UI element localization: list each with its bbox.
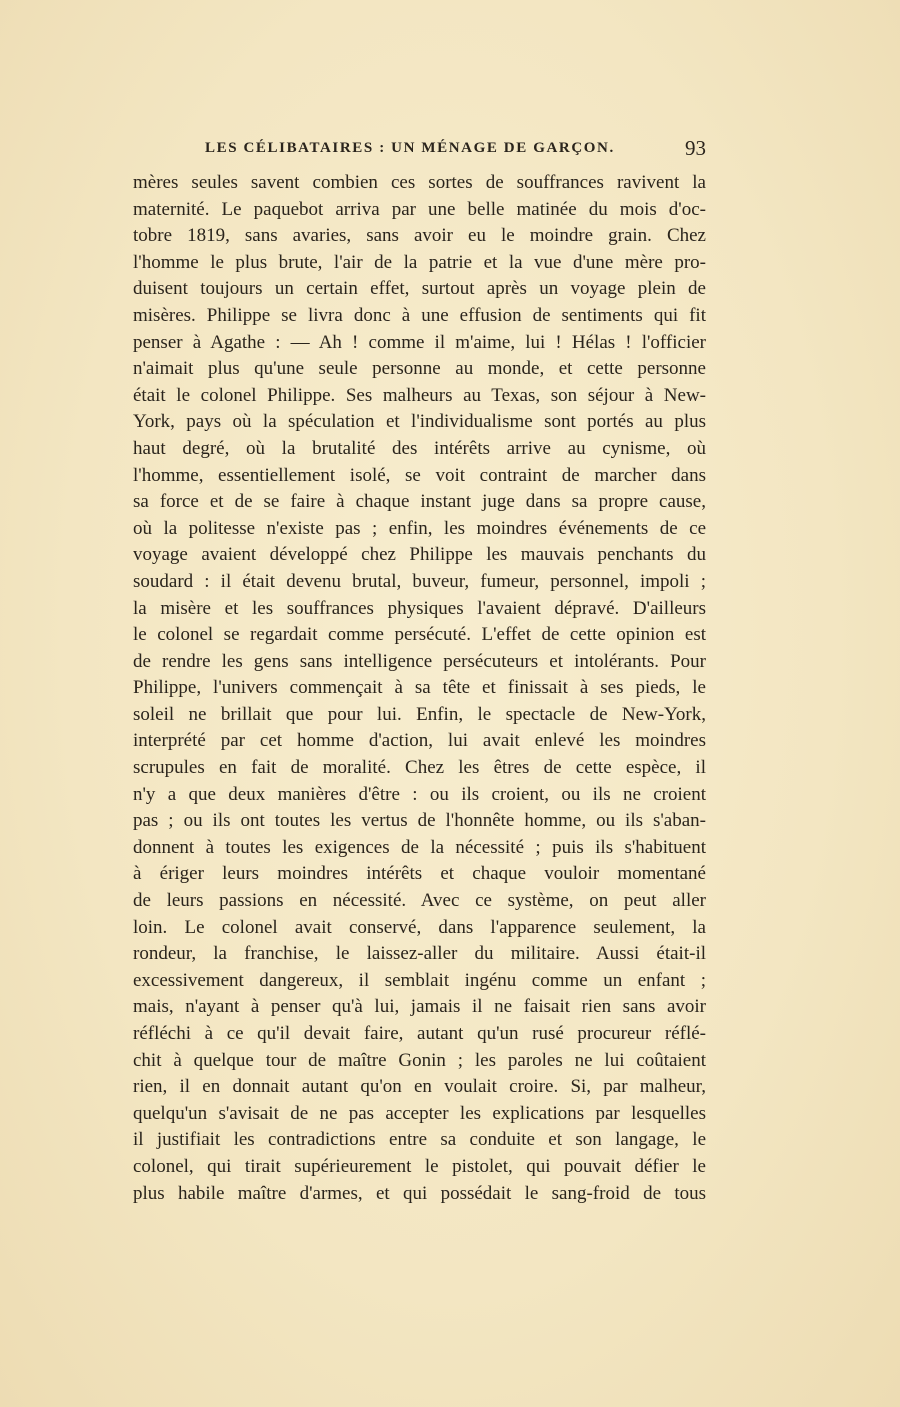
text-line: haut degré, où la brutalité des intérêts arrive au cynisme, où <box>133 437 706 459</box>
text-line: l'homme, essentiellement isolé, se voit contraint de marcher dans <box>133 464 706 486</box>
text-line: n'aimait plus qu'une seule personne au monde, et cette personne <box>133 358 706 380</box>
text-line: rien, il en donnait autant qu'on en voulait croire. Si, par malheur, <box>133 1076 706 1098</box>
text-line: était le colonel Philippe. Ses malheurs au Texas, son séjour à New- <box>133 384 706 406</box>
text-line: colonel, qui tirait supérieurement le pistolet, qui pouvait défier le <box>133 1155 706 1177</box>
text-line: plus habile maître d'armes, et qui possédait le sang-froid de tous <box>133 1182 706 1204</box>
text-line: scrupules en fait de moralité. Chez les êtres de cette espèce, il <box>133 757 706 779</box>
text-line: soleil ne brillait que pour lui. Enfin, le spectacle de New-York, <box>133 703 706 725</box>
text-line: la misère et les souffrances physiques l'avaient dépravé. D'ailleurs <box>133 597 706 619</box>
text-line: réfléchi à ce qu'il devait faire, autant qu'un rusé procureur réflé- <box>133 1023 706 1044</box>
text-line: l'homme le plus brute, l'air de la patrie et la vue d'une mère pro- <box>133 251 706 273</box>
page-number: 93 <box>685 136 706 160</box>
text-line: interprété par cet homme d'action, lui avait enlevé les moindres <box>133 730 706 752</box>
running-title: LES CÉLIBATAIRES : UN MÉNAGE DE GARÇON. <box>205 140 615 156</box>
text-line: de rendre les gens sans intelligence persécuteurs et intolérants. Pour <box>133 650 706 672</box>
text-line: le colonel se regardait comme persécuté. L'effet de cette opinion est <box>133 624 706 646</box>
text-line: mais, n'ayant à penser qu'à lui, jamais il ne faisait rien sans avoir <box>133 996 706 1018</box>
text-line: misères. Philippe se livra donc à une effusion de sentiments qui fit <box>133 304 706 326</box>
text-line: de leurs passions en nécessité. Avec ce système, on peut aller <box>133 890 706 912</box>
text-line: n'y a que deux manières d'être : ou ils croient, ou ils ne croient <box>133 783 706 805</box>
body-text <box>133 170 706 1207</box>
text-line: loin. Le colonel avait conservé, dans l'apparence seulement, la <box>133 916 706 938</box>
text-line: où la politesse n'existe pas ; enfin, les moindres événements de ce <box>133 517 706 539</box>
text-line: tobre 1819, sans avaries, sans avoir eu le moindre grain. Chez <box>133 225 706 247</box>
text-line: soudard : il était devenu brutal, buveur, fumeur, personnel, impoli ; <box>133 570 706 592</box>
text-line: York, pays où la spéculation et l'individualisme sont portés au plus <box>133 411 706 433</box>
text-line: à ériger leurs moindres intérêts et chaque vouloir momentané <box>133 863 706 885</box>
text-line: sa force et de se faire à chaque instant juge dans sa propre cause, <box>133 491 706 513</box>
text-line: mères seules savent combien ces sortes de souffrances ravivent la <box>133 172 706 193</box>
text-line: voyage avaient développé chez Philippe les mauvais penchants du <box>133 544 706 566</box>
text-line: pas ; ou ils ont toutes les vertus de l'honnête homme, ou ils s'aban- <box>133 810 706 832</box>
text-line: quelqu'un s'avisait de ne pas accepter les explications par lesquelles <box>133 1102 706 1124</box>
text-line: penser à Agathe : — Ah ! comme il m'aime, lui ! Hélas ! l'officier <box>133 331 706 353</box>
running-head <box>133 134 706 166</box>
text-line: donnent à toutes les exigences de la nécessité ; puis ils s'habituent <box>133 836 706 858</box>
text-line: il justifiait les contradictions entre sa conduite et son langage, le <box>133 1129 706 1151</box>
text-line: excessivement dangereux, il semblait ingénu comme un enfant ; <box>133 969 706 991</box>
text-line: duisent toujours un certain effet, surtout après un voyage plein de <box>133 278 706 300</box>
text-line: chit à quelque tour de maître Gonin ; les paroles ne lui coûtaient <box>133 1049 706 1071</box>
text-line: Philippe, l'univers commençait à sa tête et finissait à ses pieds, le <box>133 677 706 699</box>
text-line: maternité. Le paquebot arriva par une belle matinée du mois d'oc- <box>133 198 706 220</box>
text-line: rondeur, la franchise, le laissez-aller du militaire. Aussi était-il <box>133 943 706 965</box>
